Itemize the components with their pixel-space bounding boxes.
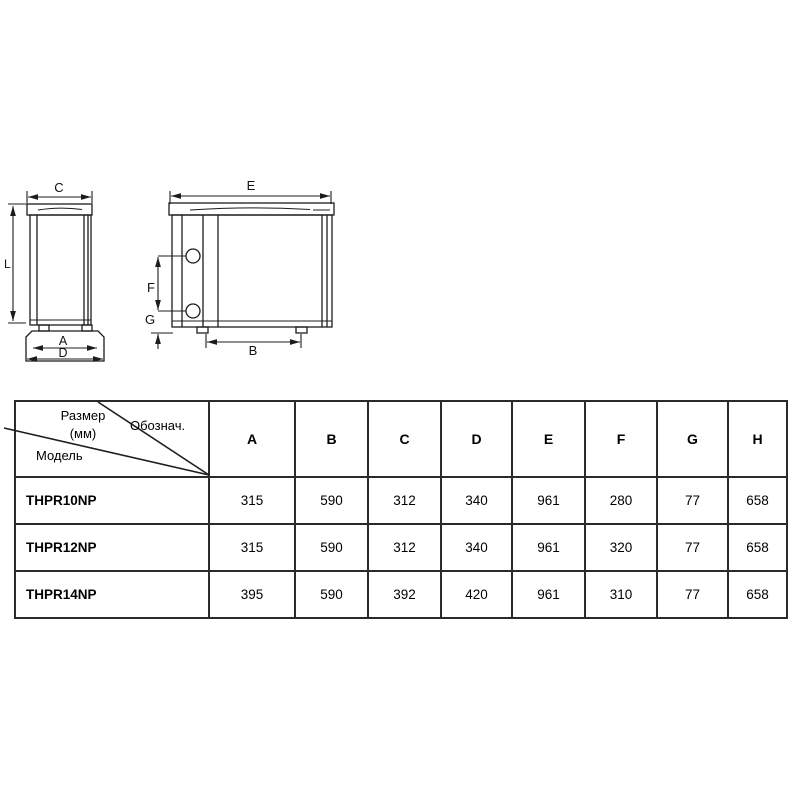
value-cell: 340 — [441, 524, 512, 571]
column-header-d: D — [441, 401, 512, 477]
value-cell: 658 — [728, 524, 787, 571]
column-header-b: B — [295, 401, 368, 477]
value-cell: 961 — [512, 571, 585, 618]
model-cell: THPR14NP — [15, 571, 209, 618]
corner-size-unit: (мм) — [69, 426, 97, 441]
value-cell: 340 — [441, 477, 512, 524]
value-cell: 658 — [728, 571, 787, 618]
dim-label-l: L — [4, 257, 11, 271]
dim-g — [151, 333, 173, 349]
value-cell: 590 — [295, 524, 368, 571]
column-header-c: C — [368, 401, 441, 477]
column-header-a: A — [209, 401, 295, 477]
value-cell: 310 — [585, 571, 657, 618]
dimensions-table — [14, 400, 788, 619]
column-header-f: F — [585, 401, 657, 477]
dim-label-c: C — [54, 180, 64, 195]
value-cell: 590 — [295, 477, 368, 524]
table-row — [15, 477, 787, 524]
table-row — [15, 524, 787, 571]
value-cell: 312 — [368, 477, 441, 524]
value-cell: 590 — [295, 571, 368, 618]
value-cell: 420 — [441, 571, 512, 618]
dim-label-e: E — [246, 178, 256, 193]
dim-label-b: B — [248, 343, 258, 358]
value-cell: 280 — [585, 477, 657, 524]
table-header-row — [15, 401, 787, 477]
model-cell: THPR12NP — [15, 524, 209, 571]
corner-designation-label: Обознач. — [130, 418, 186, 433]
dim-l — [8, 204, 28, 323]
model-cell: THPR10NP — [15, 477, 209, 524]
value-cell: 77 — [657, 524, 728, 571]
dim-label-f: F — [147, 280, 155, 295]
value-cell: 395 — [209, 571, 295, 618]
value-cell: 392 — [368, 571, 441, 618]
column-header-g: G — [657, 401, 728, 477]
value-cell: 961 — [512, 477, 585, 524]
value-cell: 315 — [209, 477, 295, 524]
dim-label-a: A — [58, 334, 68, 348]
column-header-e: E — [512, 401, 585, 477]
value-cell: 320 — [585, 524, 657, 571]
value-cell: 77 — [657, 571, 728, 618]
value-cell: 315 — [209, 524, 295, 571]
column-header-h: H — [728, 401, 787, 477]
value-cell: 312 — [368, 524, 441, 571]
table-corner-cell — [15, 401, 209, 477]
dim-label-d: D — [58, 346, 68, 360]
dimension-drawings — [0, 0, 800, 380]
corner-size-label: Размер — [60, 408, 106, 423]
table-row — [15, 571, 787, 618]
front-view-drawing — [151, 191, 334, 349]
dim-label-g: G — [144, 312, 156, 327]
corner-model-label: Модель — [36, 448, 83, 463]
value-cell: 77 — [657, 477, 728, 524]
side-view-drawing — [8, 191, 104, 361]
value-cell: 961 — [512, 524, 585, 571]
value-cell: 658 — [728, 477, 787, 524]
